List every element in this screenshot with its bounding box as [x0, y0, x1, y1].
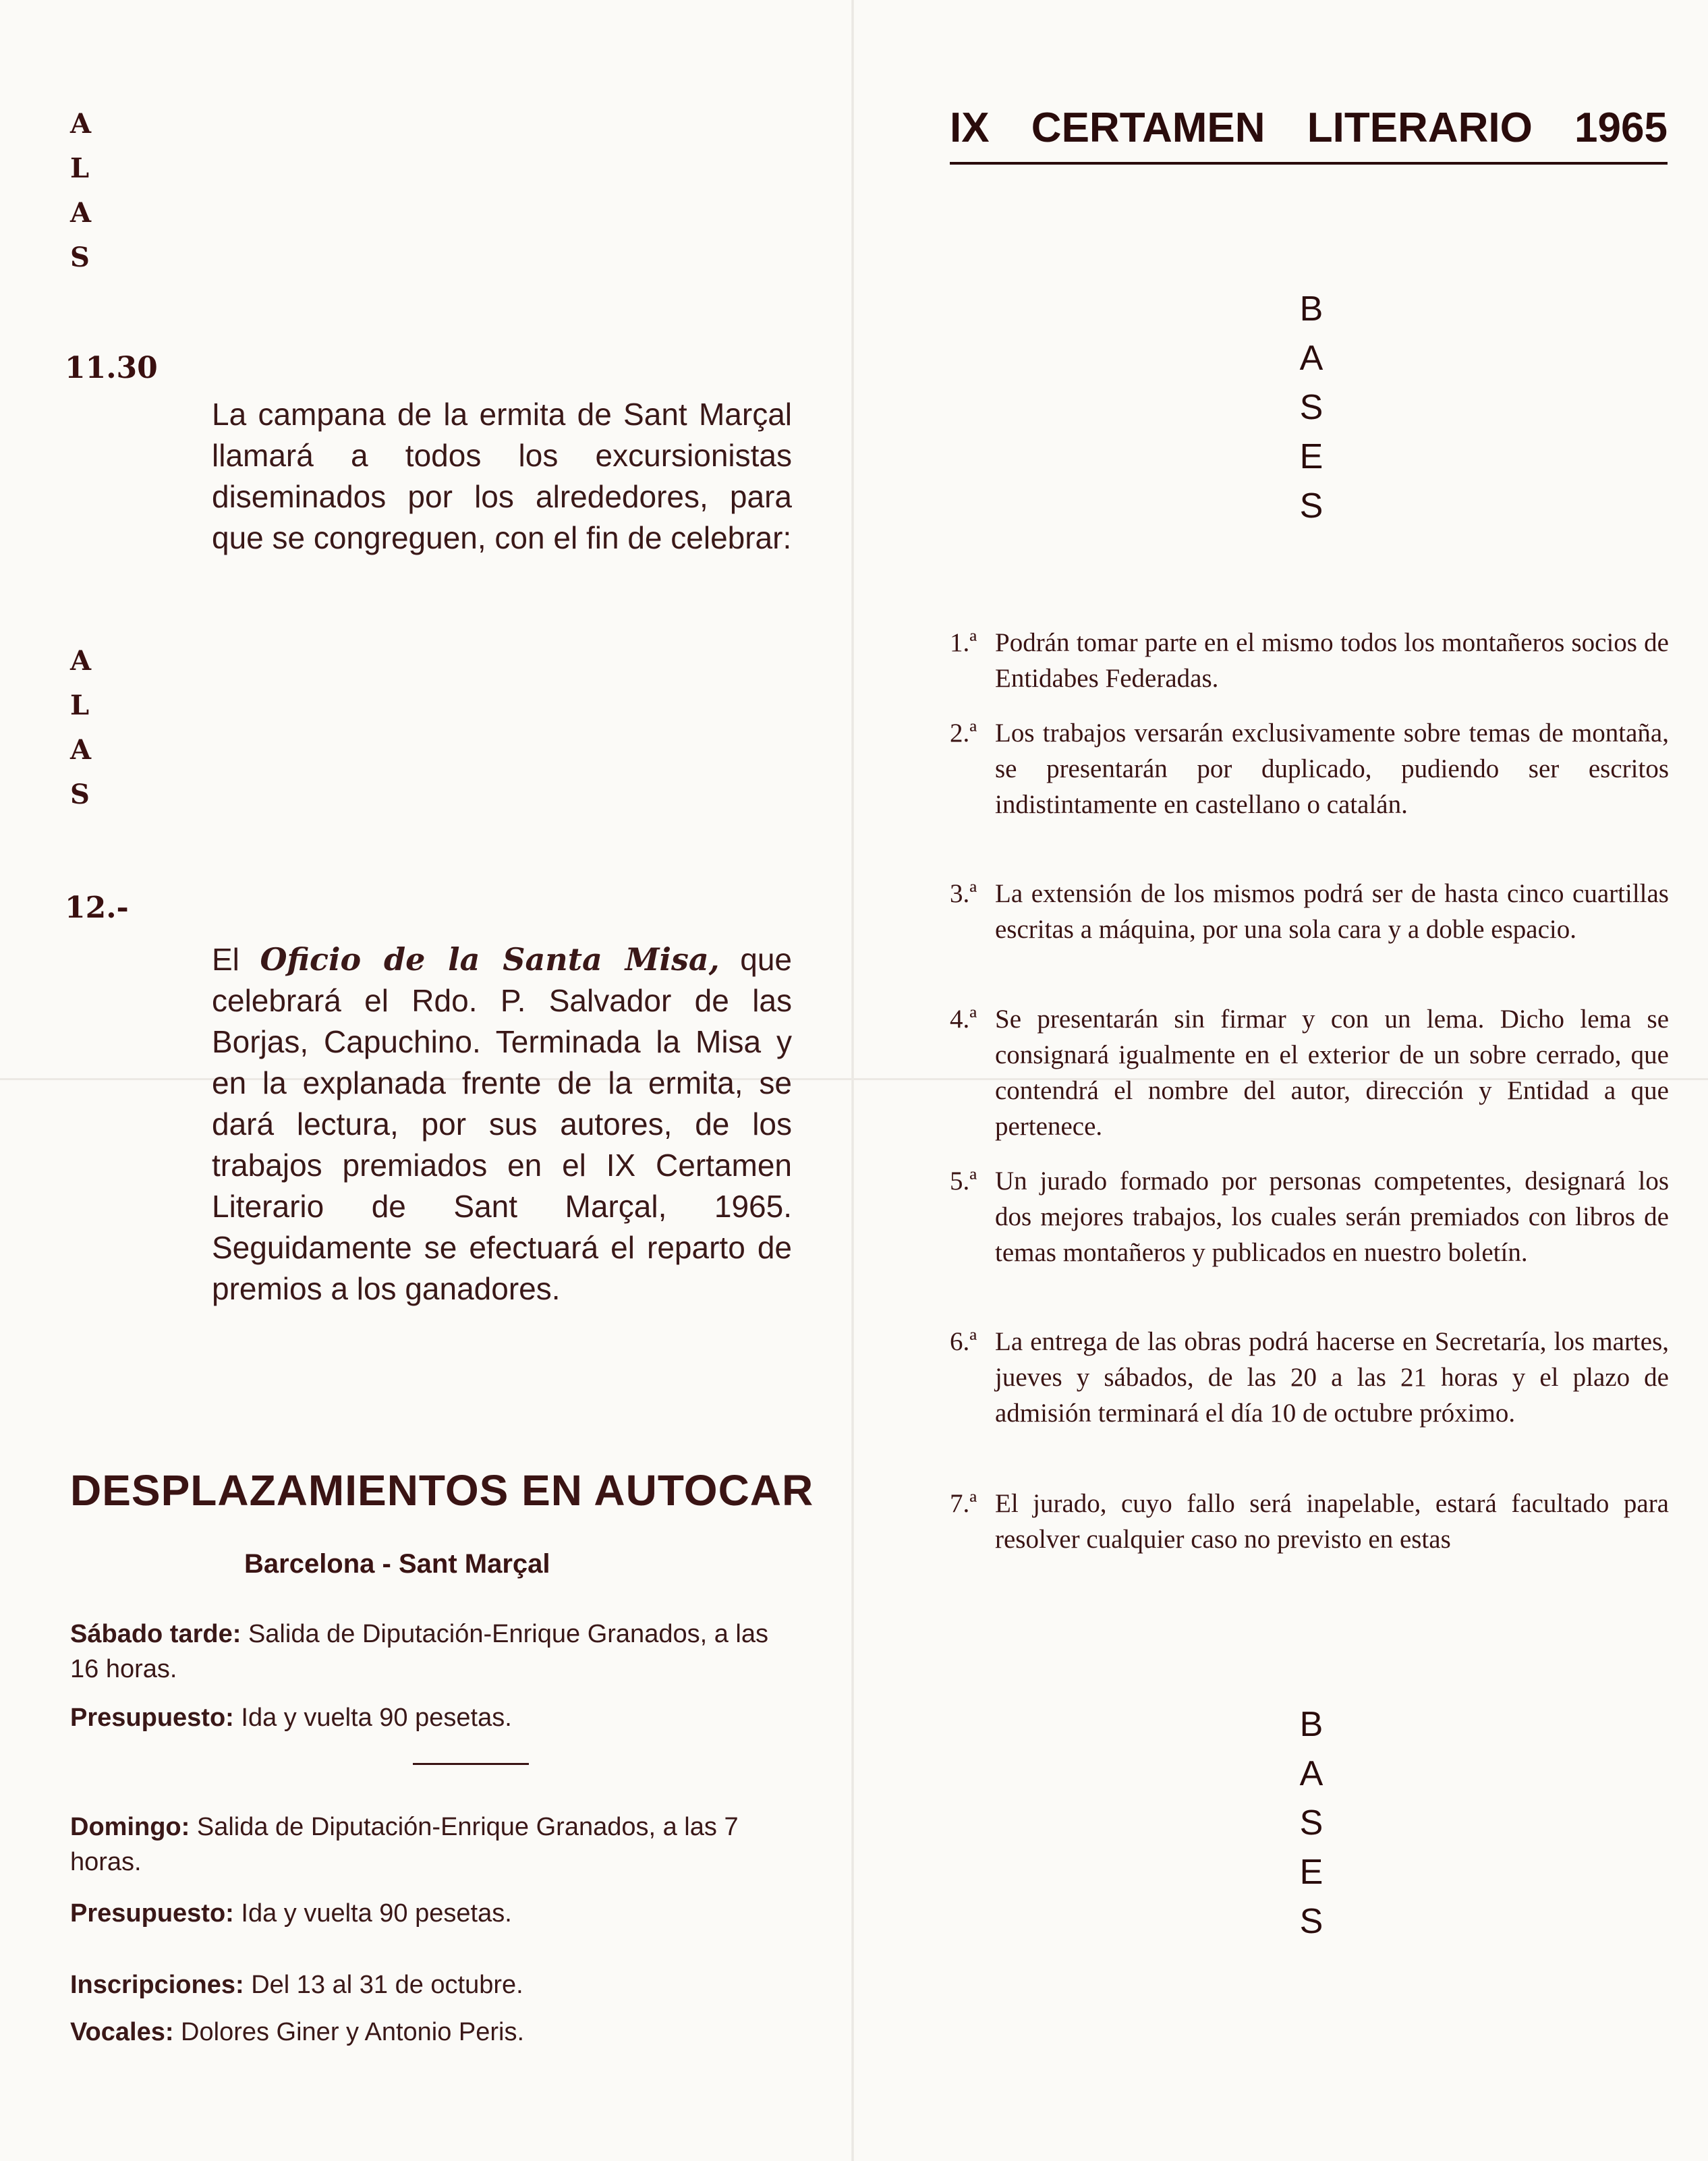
- base-item: 5.ª Un jurado formado por personas competentes, designará los dos mejores trabajos, los cuales serán premiados con libros de temas montañeros y publicados en nuestro boletín.: [950, 1167, 1669, 1267]
- info-row: Presupuesto: Ida y vuelta 90 pesetas.: [70, 1704, 512, 1732]
- base-item: 3.ª La extensión de los mismos podrá ser de hasta cinco cuartillas escritas a máquina, por una sola cara y a doble espacio.: [950, 879, 1669, 944]
- base-item: 1.ª Podrán tomar parte en el mismo todos los montañeros socios de Entidabes Federadas.: [950, 628, 1669, 693]
- info-row: Sábado tarde: Salida de Diputación-Enrique Granados, a las 16 horas.: [70, 1620, 768, 1683]
- info-row: Domingo: Salida de Diputación-Enrique Granados, a las 7 horas.: [70, 1813, 739, 1876]
- certamen-title: IX CERTAMEN LITERARIO 1965: [950, 105, 1668, 151]
- info-row: Inscripciones: Del 13 al 31 de octubre.: [70, 1971, 523, 1999]
- base-item: 2.ª Los trabajos versarán exclusivamente sobre temas de montaña, se presentarán por duplicado, pudiendo ser escritos indistintamente en castellano o catalán.: [950, 719, 1669, 819]
- vertical-letters-2: A L A S: [70, 645, 92, 810]
- time-label-2: 12.-: [65, 891, 129, 925]
- base-item: 4.ª Se presentarán sin firmar y con un lema. Dicho lema se consignará igualmente en el exterior de un sobre cerrado, que contendrá el nombre del autor, dirección y Entidad a que pertenece.: [950, 1005, 1669, 1141]
- bases-vertical-top: B A S E S: [1299, 289, 1323, 526]
- vertical-letters-1: A L A S: [70, 108, 92, 273]
- paper-fold-vertical: [851, 0, 854, 2161]
- oficio-emphasis: Oficio de la Santa Misa,: [260, 941, 720, 978]
- base-item: 7.ª El jurado, cuyo fallo será inapelable, estará facultado para resolver cualquier caso no previsto en estas: [950, 1489, 1669, 1554]
- paragraph-oficio: El Oficio de la Santa Misa, que celebrará el Rdo. P. Salvador de las Borjas, Capuchino. Terminada la Misa y en la explanada frente de la ermita, se dará lectura, por sus autores, de los trabajos premiados en el IX Certamen Literario de Sant Marçal, 1965. Seguidamente se efectuará el reparto de premios a los ganadores.: [212, 941, 792, 1306]
- time-label-1: 11.30: [65, 351, 158, 385]
- info-row: Vocales: Dolores Giner y Antonio Peris.: [70, 2018, 525, 2046]
- heading-desplazamientos: DESPLAZAMIENTOS EN AUTOCAR: [70, 1466, 814, 1515]
- divider-line: [413, 1763, 529, 1765]
- info-row: Presupuesto: Ida y vuelta 90 pesetas.: [70, 1899, 512, 1928]
- base-item: 6.ª La entrega de las obras podrá hacerse en Secretaría, los martes, jueves y sábados, de las 20 a las 21 horas y el plazo de admisión terminará el día 10 de octubre próximo.: [950, 1327, 1669, 1428]
- bases-vertical-bottom: B A S E S: [1299, 1705, 1323, 1941]
- route-subheading: Barcelona - Sant Marçal: [244, 1549, 550, 1579]
- title-underline: [950, 162, 1668, 165]
- paragraph-campana: La campana de la ermita de Sant Marçal llamará a todos los excursionistas diseminados por los alrededores, para que se congreguen, con el fin de celebrar:: [212, 397, 792, 555]
